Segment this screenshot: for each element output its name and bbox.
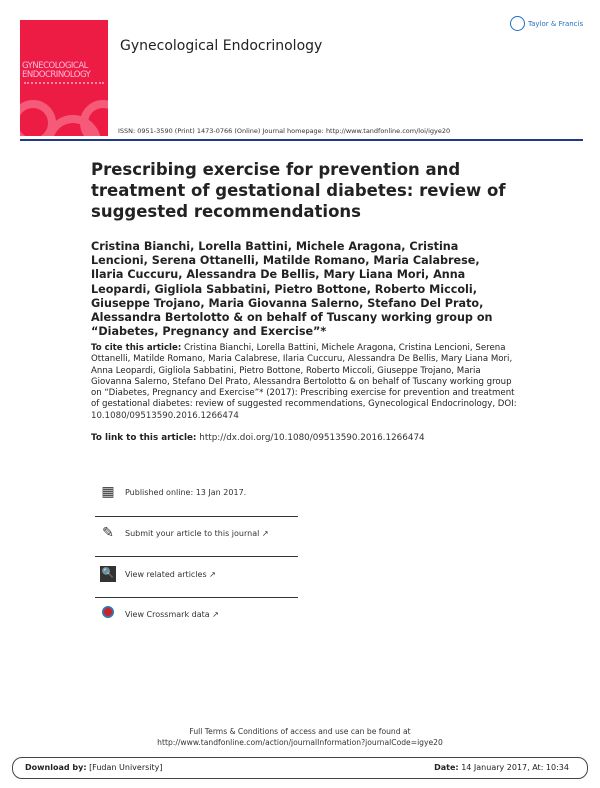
submit-label: Submit your article to this journal ↗ (125, 528, 269, 538)
edit-icon: ✎ (102, 525, 114, 541)
journal-cover (20, 20, 108, 136)
citation (91, 343, 521, 422)
journal-homepage-link[interactable]: http://www.tandfonline.com/loi/igye20 (325, 127, 451, 135)
crossmark-link[interactable] (100, 606, 219, 622)
divider (95, 516, 298, 517)
publisher-logo (510, 16, 583, 31)
header-divider (20, 139, 583, 141)
crossmark-label: View Crossmark data ↗ (125, 609, 219, 619)
published-label: Published online: 13 Jan 2017. (125, 487, 247, 497)
article-title: Prescribing exercise for prevention and treatment of gestational diabetes: review of suggested recommendations (91, 160, 506, 221)
date-label: Date: (434, 763, 459, 772)
terms-text: Full Terms & Conditions of access and use can be found at (189, 727, 411, 736)
divider (95, 597, 298, 598)
issn-line (118, 127, 450, 135)
article-link[interactable]: http://dx.doi.org/10.1080/09513590.2016.1266474 (199, 433, 425, 443)
doi-link[interactable]: 10.1080/09513590.2016.1266474 (91, 410, 239, 421)
journal-title: Gynecological Endocrinology (120, 38, 323, 54)
calendar-icon: ▦ (101, 484, 115, 500)
link-label: To link to this article: (91, 433, 197, 443)
published-online (100, 484, 246, 500)
cite-text: Cristina Bianchi, Lorella Battini, Michele Aragona, Cristina Lencioni, Serena Ottanelli, Matilde Romano, Maria Calabrese, Ilaria Cuccuru, Alessandra De Bellis, Mary Liana Mori, Anna Leopardi, Gigliola Sabbatini, Pietro Bottone, Roberto Miccoli, Giuseppe Trojano, Maria Giovanna Salerno, Stefano Del Prato, Alessandra Bertolotto & on behalf of Tuscany working group on “Diabetes, Pregnancy and Exercise”* (2017): Prescribing exercise for prevention and treatment of gestational diabetes: review of suggested recommendations, Gynecological Endocrinology, DOI: (91, 343, 517, 410)
submit-article-link[interactable] (100, 525, 269, 541)
terms-url[interactable]: http://www.tandfonline.com/action/journalInformation?journalCode=igye20 (157, 738, 443, 747)
download-info-box (12, 757, 588, 779)
date-value: 14 January 2017, At: 10:34 (461, 763, 569, 772)
issn-text: ISSN: 0951-3590 (Print) 1473-0766 (Online) Journal homepage: (118, 127, 326, 135)
related-articles-link[interactable] (100, 566, 216, 582)
cover-title: GYNECOLOGICAL ENDOCRINOLOGY (22, 61, 91, 80)
cite-label: To cite this article: (91, 343, 182, 353)
divider (95, 556, 298, 557)
document-search-icon: 🔍 (100, 566, 116, 582)
publisher-name: Taylor & Francis (528, 19, 584, 28)
terms-notice (0, 726, 600, 748)
article-link-line (91, 433, 425, 443)
article-authors: Cristina Bianchi, Lorella Battini, Michele Aragona, Cristina Lencioni, Serena Ottanelli, Matilde Romano, Maria Calabrese, Ilaria Cuccuru, Alessandra De Bellis, Mary Liana Mori, Anna Leopardi, Gigliola Sabbatini, Pietro Bottone, Roberto Miccoli, Giuseppe Trojano, Maria Giovanna Salerno, Stefano Del Prato, Alessandra Bertolotto & on behalf of Tuscany working group on “Diabetes, Pregnancy and Exercise”* (91, 240, 493, 339)
download-value: [Fudan University] (89, 763, 163, 772)
crossmark-icon (100, 606, 116, 622)
download-label: Download by: (25, 763, 87, 772)
related-label: View related articles ↗ (125, 569, 216, 579)
